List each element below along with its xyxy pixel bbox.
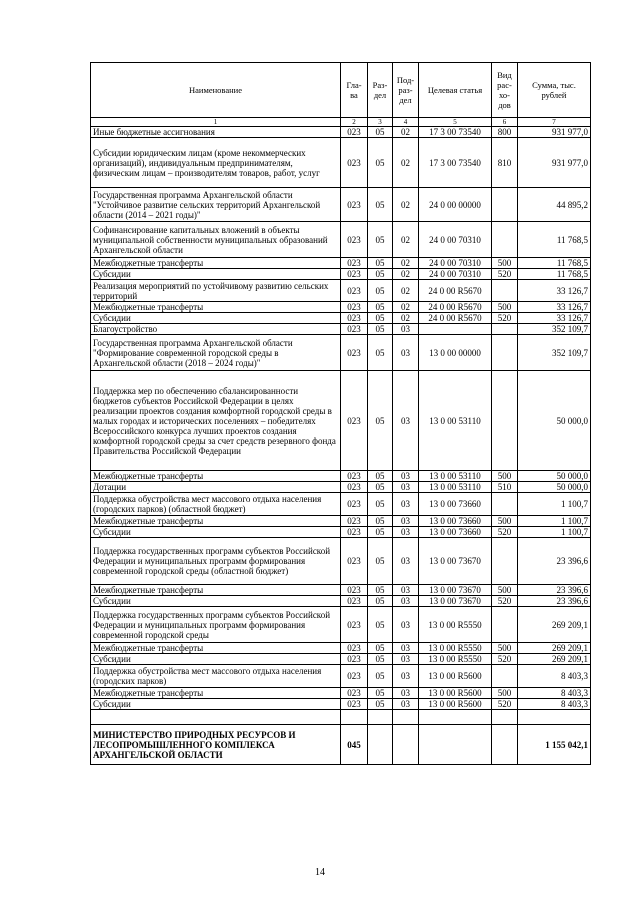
row-target: 24 0 00 R5670 <box>419 313 492 324</box>
row-podrazdel: 03 <box>393 527 419 538</box>
row-target: 13 0 00 73660 <box>419 527 492 538</box>
row-podrazdel: 03 <box>393 335 419 371</box>
row-podrazdel: 03 <box>393 654 419 665</box>
row-glava: 023 <box>341 188 368 222</box>
header-vid: Вид рас-хо-дов <box>492 63 518 118</box>
row-glava: 023 <box>341 280 368 302</box>
row-name: Государственная программа Архангельской области "Формирование современной городской среды в Архангельской области (2018 – 2024 годы)" <box>91 335 341 371</box>
row-razdel: 05 <box>368 324 393 335</box>
table-row <box>91 471 591 482</box>
row-target: 13 0 00 73660 <box>419 493 492 516</box>
row-glava: 023 <box>341 335 368 371</box>
row-name: Субсидии <box>91 596 341 607</box>
row-name: Межбюджетные трансферты <box>91 516 341 527</box>
row-sum: 23 396,6 <box>518 585 591 596</box>
row-name: Дотации <box>91 482 341 493</box>
table-row <box>91 688 591 699</box>
row-name: Межбюджетные трансферты <box>91 302 341 313</box>
table-row <box>91 643 591 654</box>
row-glava: 023 <box>341 269 368 280</box>
row-name: Межбюджетные трансферты <box>91 688 341 699</box>
row-podrazdel: 03 <box>393 493 419 516</box>
row-sum: 269 209,1 <box>518 643 591 654</box>
row-podrazdel: 02 <box>393 127 419 138</box>
row-vid <box>492 607 518 643</box>
row-target: 24 0 00 70310 <box>419 222 492 258</box>
row-razdel: 05 <box>368 335 393 371</box>
row-podrazdel: 03 <box>393 643 419 654</box>
row-glava: 023 <box>341 371 368 471</box>
row-target: 13 0 00 R5600 <box>419 665 492 688</box>
row-podrazdel: 02 <box>393 222 419 258</box>
row-razdel: 05 <box>368 371 393 471</box>
row-vid <box>492 324 518 335</box>
row-target: 17 3 00 73540 <box>419 127 492 138</box>
row-vid: 500 <box>492 302 518 313</box>
row-vid: 520 <box>492 269 518 280</box>
col-number: 5 <box>419 118 492 127</box>
row-name: Благоустройство <box>91 324 341 335</box>
row-name: Поддержка обустройства мест массового отдыха населения (городских парков) <box>91 665 341 688</box>
row-glava: 023 <box>341 538 368 585</box>
table-row <box>91 335 591 371</box>
row-razdel: 05 <box>368 313 393 324</box>
row-vid: 510 <box>492 482 518 493</box>
page-number: 14 <box>315 867 325 878</box>
row-razdel: 05 <box>368 188 393 222</box>
spacer-row <box>91 710 591 725</box>
row-vid: 520 <box>492 654 518 665</box>
row-target: 17 3 00 73540 <box>419 138 492 188</box>
table-row <box>91 138 591 188</box>
row-razdel: 05 <box>368 302 393 313</box>
table-row <box>91 527 591 538</box>
row-name: Реализация мероприятий по устойчивому развитию сельских территорий <box>91 280 341 302</box>
col-number: 7 <box>518 118 591 127</box>
row-name: Поддержка обустройства мест массового отдыха населения (городских парков) (областной бюджет) <box>91 493 341 516</box>
header-glava: Гла-ва <box>341 63 368 118</box>
table-row <box>91 699 591 710</box>
row-name: Субсидии <box>91 654 341 665</box>
row-vid: 800 <box>492 127 518 138</box>
row-glava: 023 <box>341 688 368 699</box>
table-row <box>91 269 591 280</box>
row-vid: 520 <box>492 596 518 607</box>
col-number: 6 <box>492 118 518 127</box>
row-glava: 023 <box>341 607 368 643</box>
row-name: Поддержка государственных программ субъектов Российской Федерации и муниципальных программ формирования современной городской среды (областной бюджет) <box>91 538 341 585</box>
row-target <box>419 324 492 335</box>
row-razdel: 05 <box>368 269 393 280</box>
row-sum: 1 100,7 <box>518 516 591 527</box>
table-row <box>91 482 591 493</box>
row-podrazdel: 03 <box>393 482 419 493</box>
row-podrazdel: 02 <box>393 302 419 313</box>
row-glava: 023 <box>341 516 368 527</box>
ministry-name: МИНИСТЕРСТВО ПРИРОДНЫХ РЕСУРСОВ И ЛЕСОПРОМЫШЛЕННОГО КОМПЛЕКСА АРХАНГЕЛЬСКОЙ ОБЛАСТИ <box>91 725 341 765</box>
table-row <box>91 302 591 313</box>
row-podrazdel: 03 <box>393 324 419 335</box>
row-sum: 1 100,7 <box>518 527 591 538</box>
row-name: Межбюджетные трансферты <box>91 585 341 596</box>
row-name: Государственная программа Архангельской области "Устойчивое развитие сельских территорий Архангельской области (2014 – 2021 годы)" <box>91 188 341 222</box>
row-razdel: 05 <box>368 665 393 688</box>
row-razdel: 05 <box>368 538 393 585</box>
table-row <box>91 127 591 138</box>
row-sum: 1 100,7 <box>518 493 591 516</box>
row-sum: 352 109,7 <box>518 335 591 371</box>
row-target: 13 0 00 53110 <box>419 371 492 471</box>
row-target: 13 0 00 R5550 <box>419 607 492 643</box>
table-row <box>91 493 591 516</box>
row-target: 13 0 00 R5600 <box>419 699 492 710</box>
row-vid: 500 <box>492 643 518 654</box>
table-row <box>91 258 591 269</box>
row-name: Иные бюджетные ассигнования <box>91 127 341 138</box>
table-row <box>91 585 591 596</box>
row-name: Межбюджетные трансферты <box>91 471 341 482</box>
row-podrazdel: 03 <box>393 585 419 596</box>
row-target: 24 0 00 R5670 <box>419 302 492 313</box>
row-name: Софинансирование капитальных вложений в объекты муниципальной собственности муниципальных образований Архангельской области <box>91 222 341 258</box>
table-row <box>91 538 591 585</box>
row-razdel: 05 <box>368 699 393 710</box>
header-razdel: Раз-дел <box>368 63 393 118</box>
row-podrazdel: 02 <box>393 269 419 280</box>
row-vid <box>492 538 518 585</box>
row-sum: 11 768,5 <box>518 269 591 280</box>
row-glava: 023 <box>341 665 368 688</box>
row-razdel: 05 <box>368 527 393 538</box>
row-razdel: 05 <box>368 138 393 188</box>
row-target: 13 0 00 73670 <box>419 538 492 585</box>
col-number: 1 <box>91 118 341 127</box>
row-razdel: 05 <box>368 596 393 607</box>
row-target: 24 0 00 70310 <box>419 269 492 280</box>
row-glava: 023 <box>341 482 368 493</box>
row-glava: 023 <box>341 596 368 607</box>
row-glava: 023 <box>341 127 368 138</box>
row-vid <box>492 665 518 688</box>
table-row <box>91 607 591 643</box>
row-sum: 11 768,5 <box>518 258 591 269</box>
row-razdel: 05 <box>368 127 393 138</box>
column-number-row <box>91 118 591 127</box>
row-razdel: 05 <box>368 654 393 665</box>
row-podrazdel: 03 <box>393 665 419 688</box>
table-row <box>91 371 591 471</box>
row-sum: 8 403,3 <box>518 688 591 699</box>
row-podrazdel: 03 <box>393 516 419 527</box>
row-podrazdel: 03 <box>393 471 419 482</box>
row-vid <box>492 371 518 471</box>
row-target: 13 0 00 73660 <box>419 516 492 527</box>
row-vid: 810 <box>492 138 518 188</box>
row-vid: 500 <box>492 258 518 269</box>
table-row <box>91 665 591 688</box>
table-row <box>91 188 591 222</box>
row-podrazdel: 03 <box>393 688 419 699</box>
row-vid <box>492 222 518 258</box>
row-vid: 520 <box>492 313 518 324</box>
row-razdel: 05 <box>368 643 393 654</box>
row-target: 24 0 00 R5670 <box>419 280 492 302</box>
table-row <box>91 324 591 335</box>
row-sum: 269 209,1 <box>518 607 591 643</box>
row-glava: 023 <box>341 699 368 710</box>
row-sum: 8 403,3 <box>518 665 591 688</box>
row-glava: 023 <box>341 527 368 538</box>
row-glava: 023 <box>341 258 368 269</box>
row-name: Межбюджетные трансферты <box>91 643 341 654</box>
row-sum: 33 126,7 <box>518 313 591 324</box>
header-name: Наименование <box>91 63 341 118</box>
row-vid: 500 <box>492 585 518 596</box>
row-name: Межбюджетные трансферты <box>91 258 341 269</box>
row-target: 13 0 00 R5550 <box>419 654 492 665</box>
row-sum: 33 126,7 <box>518 280 591 302</box>
row-sum: 50 000,0 <box>518 482 591 493</box>
row-sum: 269 209,1 <box>518 654 591 665</box>
row-glava: 023 <box>341 324 368 335</box>
row-vid: 500 <box>492 471 518 482</box>
table-row <box>91 654 591 665</box>
row-vid <box>492 493 518 516</box>
col-number: 2 <box>341 118 368 127</box>
row-sum: 23 396,6 <box>518 596 591 607</box>
header-podrazdel: Под-раз-дел <box>393 63 419 118</box>
row-podrazdel: 03 <box>393 699 419 710</box>
row-glava: 023 <box>341 585 368 596</box>
row-podrazdel: 02 <box>393 258 419 269</box>
row-target: 13 0 00 53110 <box>419 471 492 482</box>
row-glava: 023 <box>341 654 368 665</box>
row-razdel: 05 <box>368 482 393 493</box>
row-glava: 023 <box>341 302 368 313</box>
row-target: 13 0 00 53110 <box>419 482 492 493</box>
row-target: 13 0 00 73670 <box>419 596 492 607</box>
row-sum: 931 977,0 <box>518 138 591 188</box>
row-sum: 50 000,0 <box>518 471 591 482</box>
row-vid <box>492 280 518 302</box>
table-row <box>91 280 591 302</box>
table-row <box>91 516 591 527</box>
row-glava: 023 <box>341 138 368 188</box>
budget-table <box>90 62 591 765</box>
header-target: Целевая статья <box>419 63 492 118</box>
header-row <box>91 63 591 118</box>
row-podrazdel: 03 <box>393 607 419 643</box>
ministry-row <box>91 725 591 765</box>
row-razdel: 05 <box>368 688 393 699</box>
row-glava: 023 <box>341 222 368 258</box>
row-razdel: 05 <box>368 280 393 302</box>
row-name: Поддержка мер по обеспечению сбалансированности бюджетов субъектов Российской Федерации в целях реализации проектов создания комфортной городской среды в малых городах и исторических поселениях – победителях Всероссийского конкурса лучших проектов создания комфортной городской среды за счет средств резервного фонда Правительства Российской Федерации <box>91 371 341 471</box>
row-sum: 11 768,5 <box>518 222 591 258</box>
ministry-glava: 045 <box>341 725 368 765</box>
row-name: Субсидии <box>91 699 341 710</box>
row-name: Субсидии <box>91 269 341 280</box>
row-name: Субсидии юридическим лицам (кроме некоммерческих организаций), индивидуальным предпринимателям, физическим лицам – производителям товаров, работ, услуг <box>91 138 341 188</box>
row-razdel: 05 <box>368 258 393 269</box>
row-podrazdel: 03 <box>393 596 419 607</box>
row-sum: 44 895,2 <box>518 188 591 222</box>
row-podrazdel: 02 <box>393 280 419 302</box>
row-podrazdel: 03 <box>393 538 419 585</box>
ministry-sum: 1 155 042,1 <box>518 725 591 765</box>
row-sum: 8 403,3 <box>518 699 591 710</box>
row-target: 13 0 00 73670 <box>419 585 492 596</box>
row-vid <box>492 188 518 222</box>
table-body <box>91 127 591 710</box>
col-number: 4 <box>393 118 419 127</box>
row-vid: 520 <box>492 699 518 710</box>
table-row <box>91 222 591 258</box>
row-razdel: 05 <box>368 607 393 643</box>
row-name: Субсидии <box>91 527 341 538</box>
row-name: Поддержка государственных программ субъектов Российской Федерации и муниципальных программ формирования современной городской среды <box>91 607 341 643</box>
col-number: 3 <box>368 118 393 127</box>
header-sum: Сумма, тыс. рублей <box>518 63 591 118</box>
row-vid: 500 <box>492 516 518 527</box>
row-sum: 50 000,0 <box>518 371 591 471</box>
row-razdel: 05 <box>368 471 393 482</box>
row-target: 13 0 00 R5550 <box>419 643 492 654</box>
row-vid: 520 <box>492 527 518 538</box>
row-sum: 352 109,7 <box>518 324 591 335</box>
row-glava: 023 <box>341 313 368 324</box>
row-sum: 33 126,7 <box>518 302 591 313</box>
row-razdel: 05 <box>368 493 393 516</box>
row-razdel: 05 <box>368 222 393 258</box>
row-glava: 023 <box>341 493 368 516</box>
row-podrazdel: 02 <box>393 138 419 188</box>
row-glava: 023 <box>341 471 368 482</box>
row-podrazdel: 03 <box>393 371 419 471</box>
row-vid <box>492 335 518 371</box>
row-target: 24 0 00 70310 <box>419 258 492 269</box>
row-podrazdel: 02 <box>393 188 419 222</box>
row-razdel: 05 <box>368 516 393 527</box>
row-glava: 023 <box>341 643 368 654</box>
table-row <box>91 596 591 607</box>
row-sum: 23 396,6 <box>518 538 591 585</box>
row-sum: 931 977,0 <box>518 127 591 138</box>
row-target: 24 0 00 00000 <box>419 188 492 222</box>
row-target: 13 0 00 R5600 <box>419 688 492 699</box>
row-target: 13 0 00 00000 <box>419 335 492 371</box>
row-razdel: 05 <box>368 585 393 596</box>
row-name: Субсидии <box>91 313 341 324</box>
row-podrazdel: 02 <box>393 313 419 324</box>
table-row <box>91 313 591 324</box>
row-vid: 500 <box>492 688 518 699</box>
